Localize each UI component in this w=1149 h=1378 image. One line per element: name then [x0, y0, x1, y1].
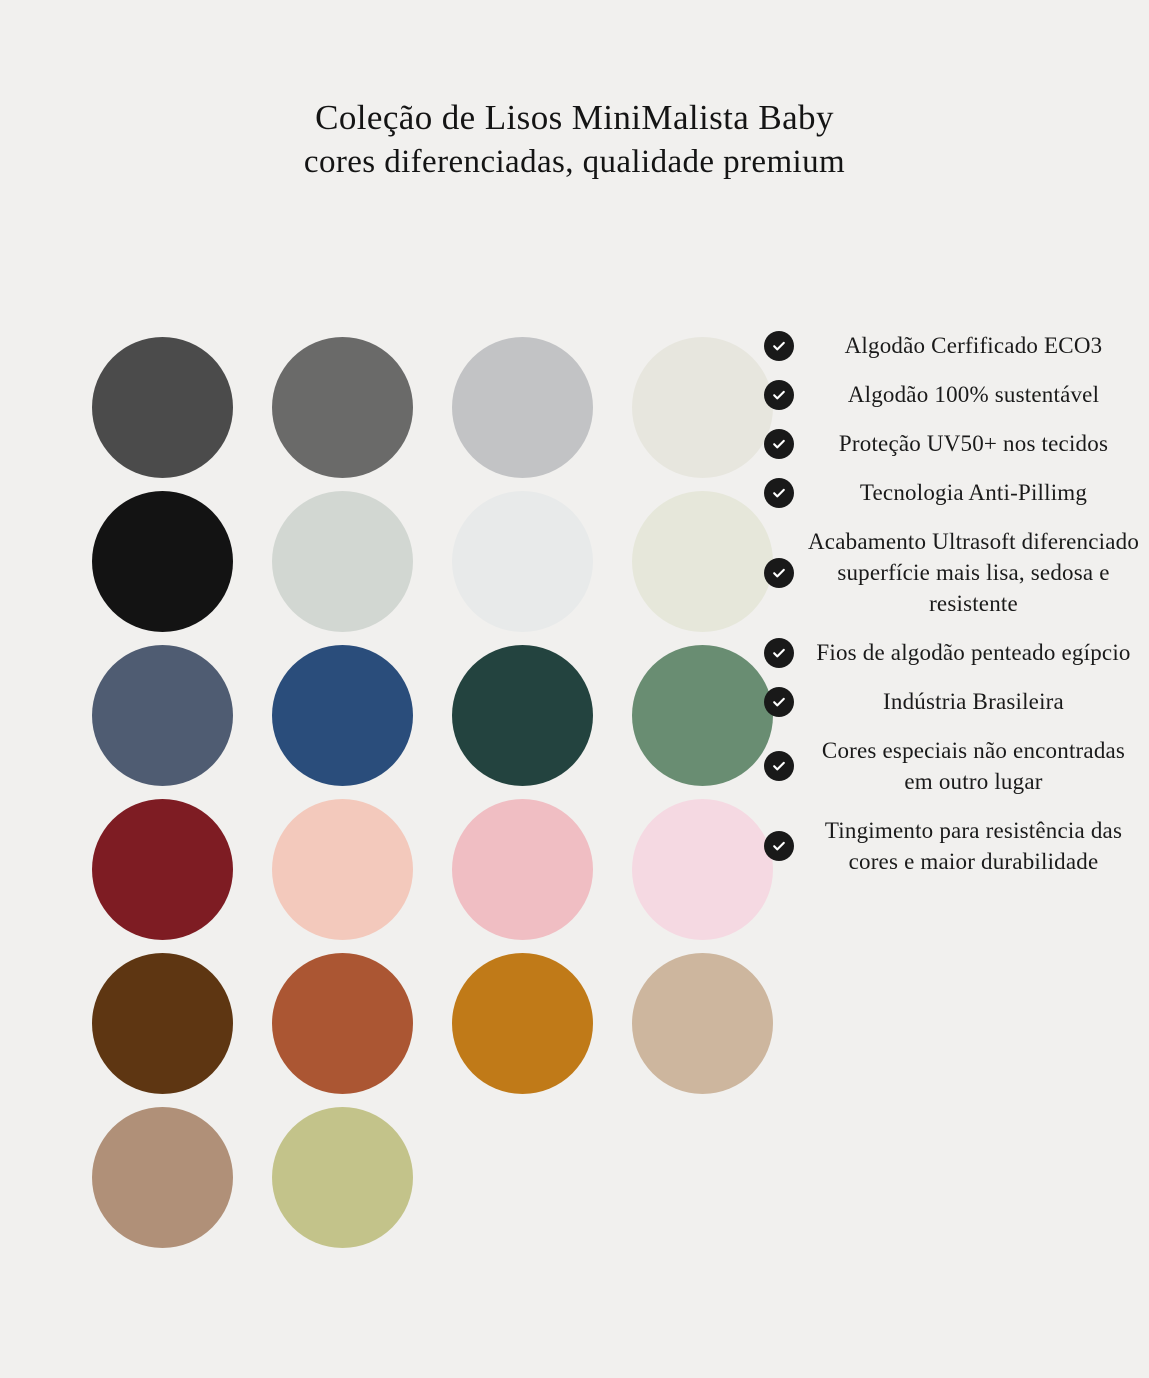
color-swatch-off-white-mescla[interactable]: [632, 337, 773, 478]
check-circle-icon: [764, 380, 794, 410]
color-swatch-cinza-gelo[interactable]: [272, 491, 413, 632]
swatch-cell: [252, 792, 432, 946]
swatch-cell: [612, 1100, 792, 1254]
feature-item-protecao-uv: [764, 428, 1149, 459]
swatch-cell: [432, 484, 612, 638]
color-swatch-mostarda-caramelo[interactable]: [452, 953, 593, 1094]
swatch-cell: [432, 638, 612, 792]
swatch-cell: [72, 1100, 252, 1254]
feature-item-fios-penteados: [764, 637, 1149, 668]
swatch-cell: [432, 792, 612, 946]
feature-item-acabamento-ultrasoft: [764, 526, 1149, 619]
color-swatch-cinza-mescla-claro[interactable]: [452, 337, 593, 478]
color-swatch-branco[interactable]: [452, 491, 593, 632]
swatch-cell: [252, 946, 432, 1100]
color-swatch-rosa-bebe[interactable]: [632, 799, 773, 940]
feature-list: [760, 330, 1149, 895]
swatch-cell: [252, 330, 432, 484]
swatch-cell: [252, 638, 432, 792]
check-circle-icon: [764, 429, 794, 459]
check-circle-icon: [764, 478, 794, 508]
color-swatch-vazio-2: [632, 1107, 773, 1248]
feature-label: Algodão Cerfificado ECO3: [844, 333, 1103, 358]
feature-item-industria-brasileira: [764, 686, 1149, 717]
color-swatch-vinho[interactable]: [92, 799, 233, 940]
swatch-cell: [252, 1100, 432, 1254]
color-swatch-rosa-nude[interactable]: [272, 799, 413, 940]
color-swatch-azul-acinzentado[interactable]: [92, 645, 233, 786]
title-line-2: cores diferenciadas, qualidade premium: [303, 144, 846, 180]
feature-label: Proteção UV50+ nos tecidos: [838, 431, 1109, 456]
feature-label: Fios de algodão penteado egípcio: [816, 640, 1131, 665]
swatch-cell: [72, 946, 252, 1100]
color-swatch-azul-marinho[interactable]: [272, 645, 413, 786]
feature-item-cores-especiais: [764, 735, 1149, 797]
swatch-cell: [432, 330, 612, 484]
color-swatch-marrom-escuro[interactable]: [92, 953, 233, 1094]
feature-item-algodao-sustentavel: [764, 379, 1149, 410]
color-swatch-terracota[interactable]: [272, 953, 413, 1094]
swatch-cell: [72, 792, 252, 946]
color-swatch-nude-escuro[interactable]: [92, 1107, 233, 1248]
feature-label: Cores especiais não encontradas em outro lugar: [821, 738, 1126, 794]
check-circle-icon: [764, 558, 794, 588]
swatch-cell: [72, 638, 252, 792]
content-area: [0, 330, 1149, 1254]
color-swatch-bege-areia[interactable]: [632, 953, 773, 1094]
check-circle-icon: [764, 687, 794, 717]
feature-label: Tecnologia Anti-Pillimg: [859, 480, 1088, 505]
check-circle-icon: [764, 751, 794, 781]
feature-item-tingimento: [764, 815, 1149, 877]
color-swatch-creme-claro[interactable]: [632, 491, 773, 632]
feature-label: Indústria Brasileira: [883, 689, 1064, 714]
swatch-cell: [72, 330, 252, 484]
title-line-1: Coleção de Lisos MiniMalista Baby: [315, 98, 834, 137]
color-swatch-rosa-antigo[interactable]: [452, 799, 593, 940]
page-title: [0, 0, 1149, 184]
check-circle-icon: [764, 831, 794, 861]
feature-label: Acabamento Ultrasoft diferenciado superfície mais lisa, sedosa e resistente: [808, 529, 1140, 616]
check-circle-icon: [764, 331, 794, 361]
swatch-cell: [252, 484, 432, 638]
color-swatch-grid: [0, 330, 760, 1254]
feature-item-anti-pilling: [764, 477, 1149, 508]
swatch-cell: [72, 484, 252, 638]
check-circle-icon: [764, 638, 794, 668]
color-swatch-cinza-chumbo[interactable]: [272, 337, 413, 478]
swatch-cell: [432, 1100, 612, 1254]
color-swatch-verde-sage[interactable]: [632, 645, 773, 786]
feature-item-algodao-certificado: [764, 330, 1149, 361]
color-swatch-verde-oliva-claro[interactable]: [272, 1107, 413, 1248]
color-swatch-mescla-escuro[interactable]: [92, 337, 233, 478]
swatch-cell: [432, 946, 612, 1100]
feature-label: Tingimento para resistência das cores e maior durabilidade: [824, 818, 1123, 874]
color-swatch-vazio-1: [452, 1107, 593, 1248]
color-swatch-verde-petroleo[interactable]: [452, 645, 593, 786]
feature-label: Algodão 100% sustentável: [847, 382, 1100, 407]
color-swatch-preto[interactable]: [92, 491, 233, 632]
swatch-cell: [612, 946, 792, 1100]
